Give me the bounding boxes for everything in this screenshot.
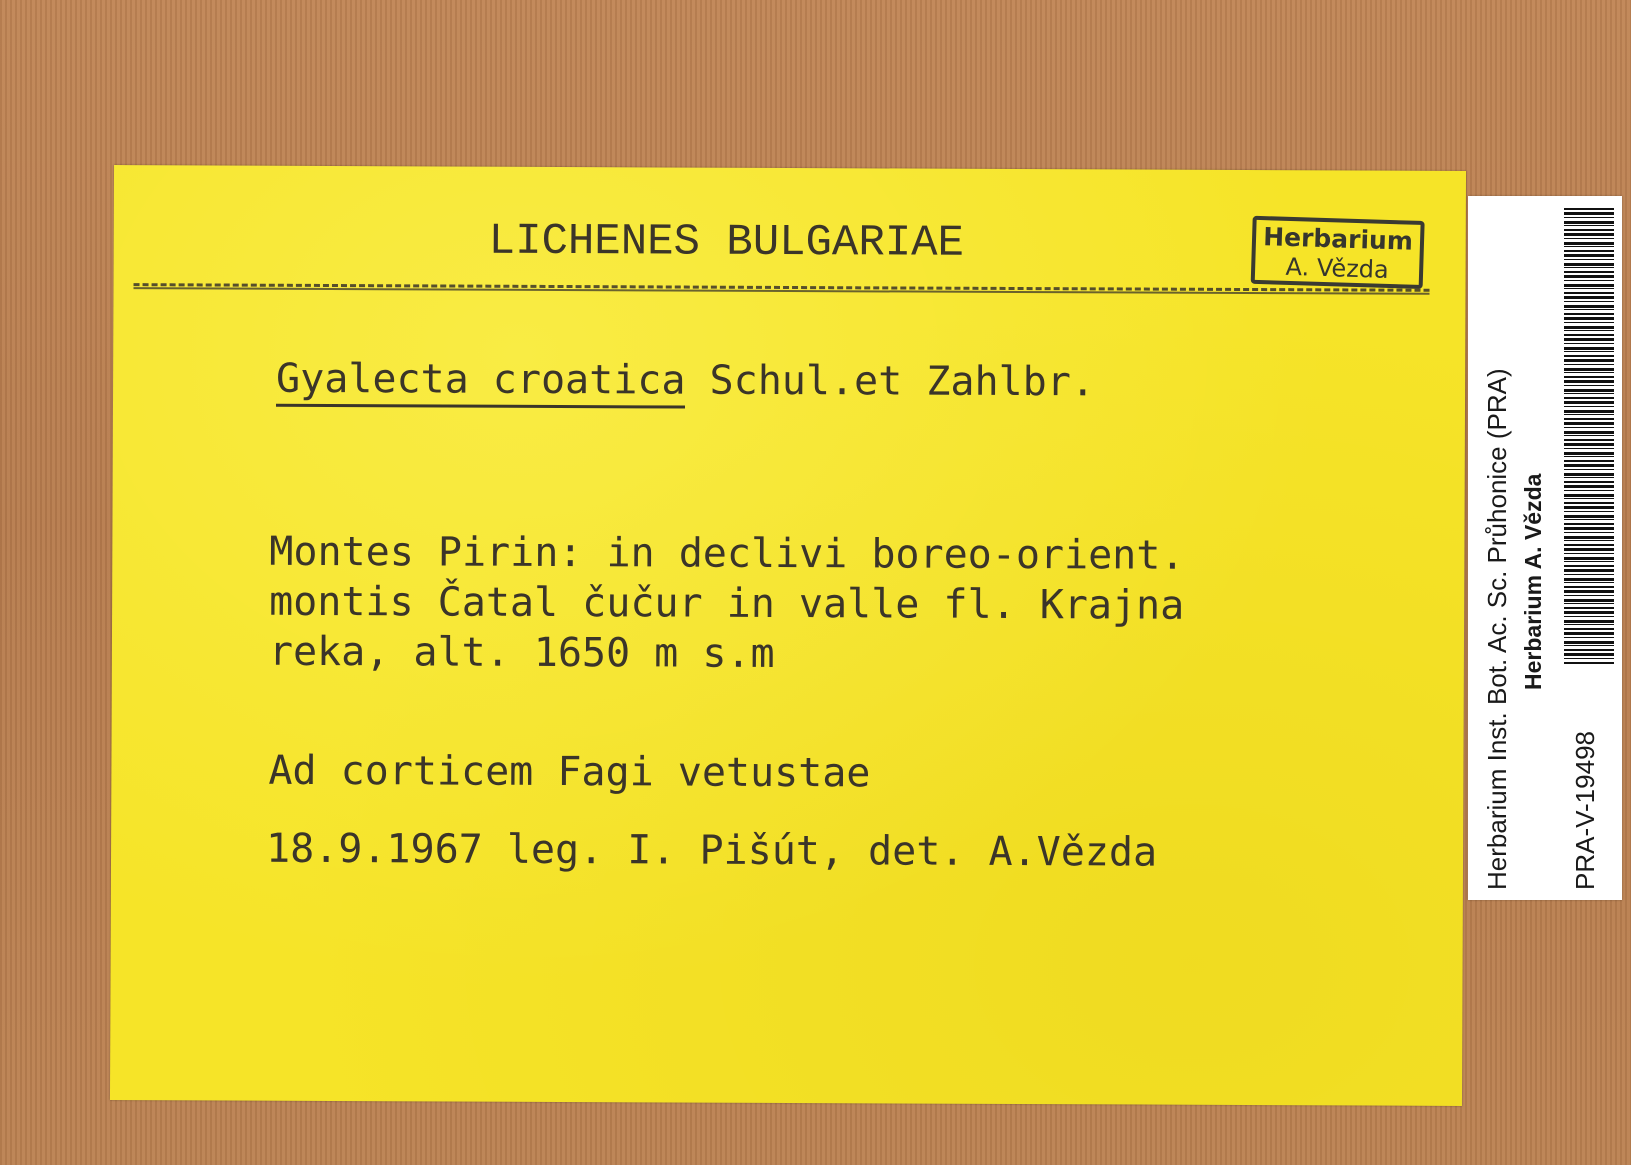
institution-text: Herbarium Inst. Bot. Ac. Sc. Průhonice (PRA) <box>1482 368 1512 890</box>
barcode <box>1564 208 1614 664</box>
herbarium-name-text: Herbarium A. Vězda <box>1520 473 1546 690</box>
barcode-strip <box>1468 196 1622 900</box>
label-title: LICHENES BULGARIAE <box>488 216 965 269</box>
substrate-line: Ad corticem Fagi vetustae <box>268 747 871 797</box>
collector-line: 18.9.1967 leg. I. Pišút, det. A.Vězda <box>265 825 1158 876</box>
locality-line-1: Montes Pirin: in declivi boreo-orient. <box>269 528 1185 579</box>
specimen-label <box>110 165 1466 1106</box>
stamp-line-2: A. Vězda <box>1285 252 1390 284</box>
species-binomial: Gyalecta croatica <box>276 356 686 409</box>
specimen-id-text: PRA-V-19498 <box>1570 731 1600 890</box>
species-author: Schul.et Zahlbr. <box>709 357 1096 406</box>
locality-line-3: reka, alt. 1650 m s.m <box>268 628 775 677</box>
locality-line-2: montis Čatal čučur in valle fl. Krajna <box>269 578 1185 629</box>
herbarium-stamp <box>1251 216 1425 289</box>
species-name <box>276 356 1095 406</box>
stamp-line-1: Herbarium <box>1262 222 1414 256</box>
